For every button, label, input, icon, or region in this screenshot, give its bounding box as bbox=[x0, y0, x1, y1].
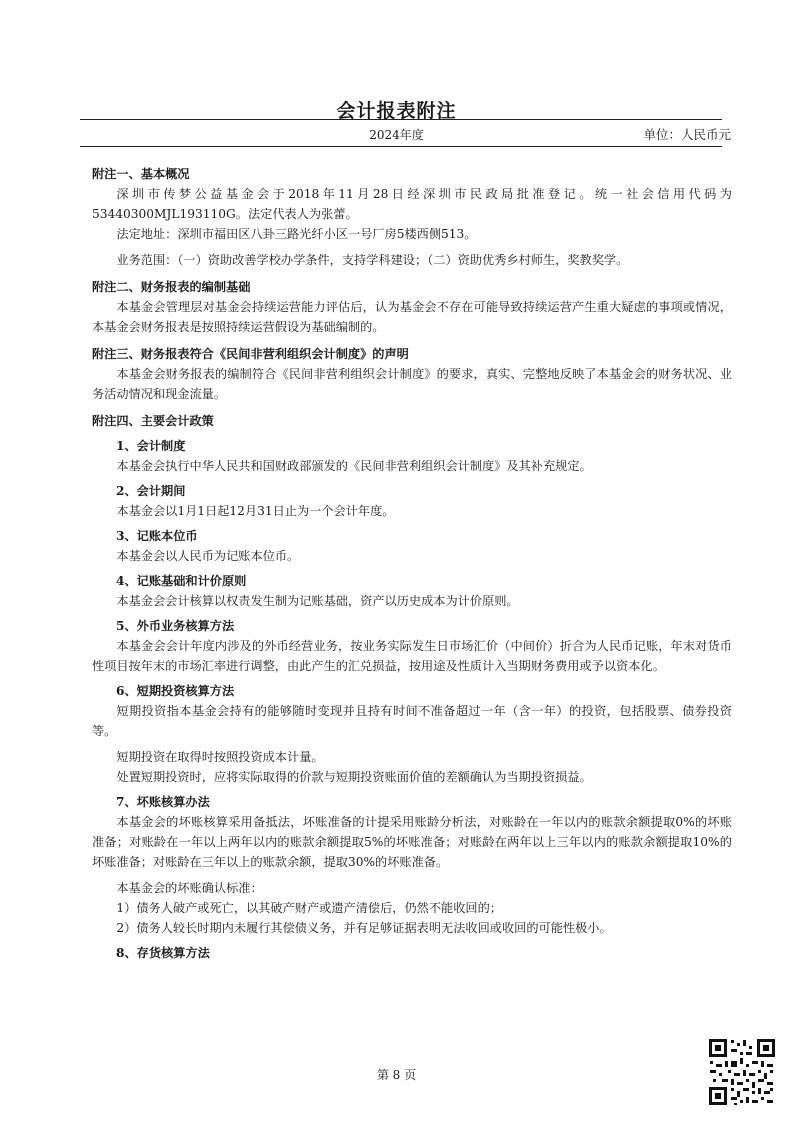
paragraph: 短期投资指本基金会持有的能够随时变现并且持有时间不准备超过一年（含一年）的投资，包括股票、债券投资等。 bbox=[92, 704, 732, 738]
list-item: 1）债务人破产或死亡，以其破产财产或遗产清偿后，仍然不能收回的； bbox=[116, 901, 502, 915]
paragraph: 本基金会财务报表的编制符合《民间非营利组织会计制度》的要求，真实、完整地反映了本基金会的财务状况、业务活动情况和现金流量。 bbox=[92, 367, 732, 401]
policy-title: 2、会计期间 bbox=[116, 484, 186, 498]
paragraph: 法定地址：深圳市福田区八卦三路光纤小区一号厂房5楼西侧513。 bbox=[116, 227, 477, 241]
paragraph: 深圳市传梦公益基金会于2018年11月28日经深圳市民政局批准登记。统一社会信用代码为53440300MJL193110G。法定代表人为张蕾。 bbox=[92, 187, 732, 221]
paragraph: 处置短期投资时，应将实际取得的价款与短期投资账面价值的差额确认为当期投资损益。 bbox=[116, 770, 592, 784]
policy-title: 6、短期投资核算方法 bbox=[116, 684, 235, 698]
page-title: 会计报表附注 bbox=[336, 100, 457, 122]
paragraph: 业务范围：（一）资助改善学校办学条件，支持学科建设；（二）资助优秀乡村师生，奖教奖学。 bbox=[116, 253, 629, 267]
paragraph: 本基金会以1月1日起12月31日止为一个会计年度。 bbox=[116, 504, 395, 518]
paragraph: 本基金会会计核算以权责发生制为记账基础，资产以历史成本为计价原则。 bbox=[116, 594, 519, 608]
qr-code-icon bbox=[707, 1037, 777, 1107]
paragraph: 本基金会的坏账确认标准： bbox=[116, 881, 263, 895]
policy-title: 7、坏账核算办法 bbox=[116, 795, 210, 809]
policy-title: 4、记账基础和计价原则 bbox=[116, 574, 247, 588]
paragraph: 本基金会的坏账核算采用备抵法，坏账准备的计提采用账龄分析法，对账龄在一年以内的账款余额提取0%的坏账准备；对账龄在一年以上两年以内的账款余额提取5%的坏账准备；对账龄在两年以上三年以内的账款余额提取10%的坏账准备；对账龄在三年以上的账款余额，提取30%的坏账准备。 bbox=[92, 815, 732, 869]
fiscal-year: 2024年度 bbox=[369, 128, 424, 142]
section-heading-4: 附注四、主要会计政策 bbox=[92, 414, 214, 428]
header-divider bbox=[80, 146, 722, 147]
paragraph: 短期投资在取得时按照投资成本计量。 bbox=[116, 750, 324, 764]
policy-title: 5、外币业务核算方法 bbox=[116, 619, 235, 633]
policy-title: 1、会计制度 bbox=[116, 439, 186, 453]
title-underline bbox=[80, 119, 722, 120]
currency-unit: 单位：人民币元 bbox=[643, 127, 731, 142]
notes-body bbox=[92, 164, 732, 963]
page-number: 第 8 页 bbox=[376, 1068, 417, 1082]
paragraph: 本基金会管理层对基金会持续运营能力评估后，认为基金会不存在可能导致持续运营产生重大疑虑的事项或情况，本基金会财务报表是按照持续运营假设为基础编制的。 bbox=[92, 300, 732, 334]
list-item: 2）债务人较长时期内未履行其偿债义务，并有足够证据表明无法收回或收回的可能性极小。 bbox=[116, 921, 612, 935]
section-heading-1: 附注一、基本概况 bbox=[92, 167, 190, 181]
section-heading-2: 附注二、财务报表的编制基础 bbox=[92, 280, 251, 294]
policy-title: 3、记账本位币 bbox=[116, 529, 198, 543]
section-heading-3: 附注三、财务报表符合《民间非营利组织会计制度》的声明 bbox=[92, 347, 409, 361]
paragraph: 本基金会执行中华人民共和国财政部颁发的《民间非营利组织会计制度》及其补充规定。 bbox=[116, 459, 592, 473]
paragraph: 本基金会以人民币为记账本位币。 bbox=[116, 549, 300, 563]
policy-title: 8、存货核算方法 bbox=[116, 946, 210, 960]
paragraph: 本基金会会计年度内涉及的外币经营业务，按业务实际发生日市场汇价（中间价）折合为人民币记账，年末对货币性项目按年末的市场汇率进行调整，由此产生的汇兑损益，按用途及性质计入当期财务费用或予以资本化。 bbox=[92, 639, 732, 673]
